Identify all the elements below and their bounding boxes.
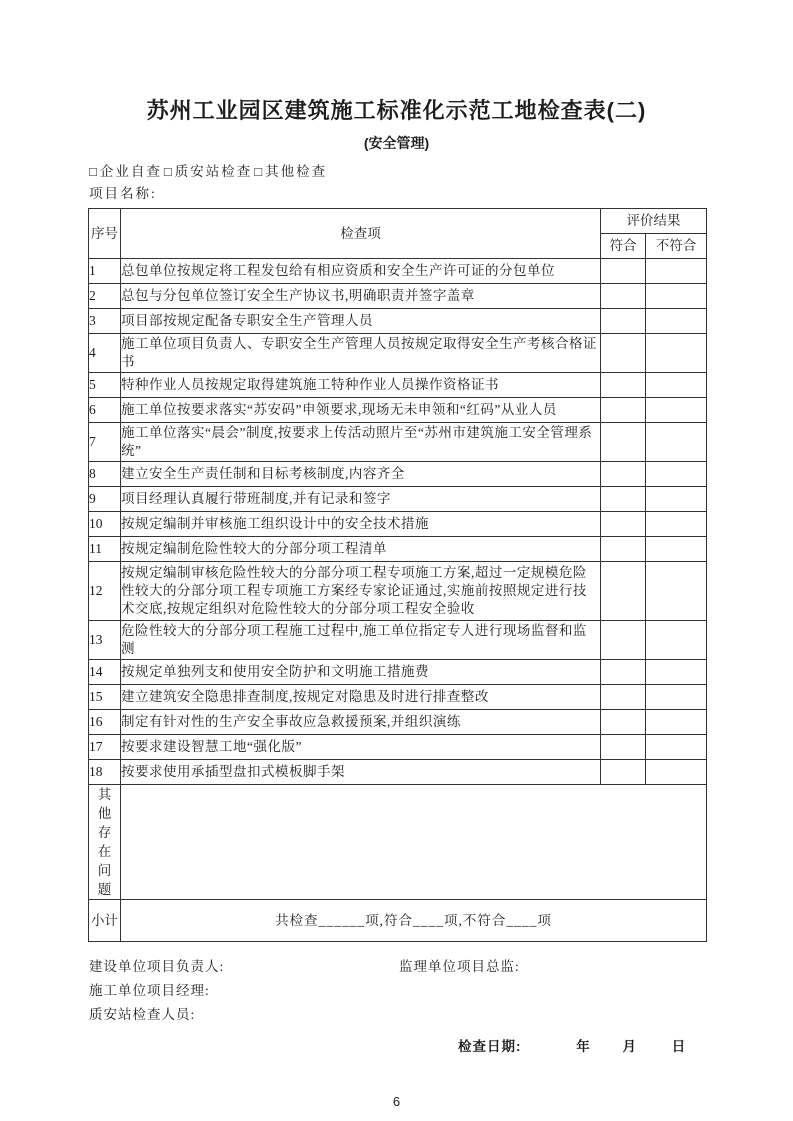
table-row: [89, 309, 707, 334]
signature-row: [89, 955, 793, 979]
check-item-text: 特种作业人员按规定取得建筑施工特种作业人员操作资格证书: [121, 373, 601, 398]
checkbox-icon[interactable]: □: [163, 164, 174, 179]
checkbox-icon[interactable]: □: [254, 164, 265, 179]
signature-row: [89, 979, 793, 1003]
table-row: [89, 685, 707, 710]
subtotal-label: 小计: [89, 900, 121, 942]
check-item-text: 按要求使用承插型盘扣式模板脚手架: [121, 760, 601, 785]
check-item-text: 按要求建设智慧工地“强化版”: [121, 735, 601, 760]
nonconform-cell[interactable]: [646, 284, 707, 309]
checkbox-other-check[interactable]: [254, 163, 327, 181]
page-title: 苏州工业园区建筑施工标准化示范工地检查表(二): [146, 98, 647, 123]
table-row: [89, 284, 707, 309]
checkbox-label: 质安站检查: [174, 164, 253, 179]
checkbox-quality-station-check[interactable]: [164, 163, 252, 181]
row-number: 11: [89, 537, 121, 562]
table-row: [89, 512, 707, 537]
signature-row: [89, 1003, 793, 1027]
checkbox-label: 企业自查: [99, 164, 162, 179]
nonconform-cell[interactable]: [646, 462, 707, 487]
nonconform-cell[interactable]: [646, 685, 707, 710]
check-item-text: 项目经理认真履行带班制度,并有记录和签字: [121, 487, 601, 512]
conform-cell[interactable]: [601, 512, 646, 537]
header-no: 序号: [89, 209, 121, 259]
table-row: [89, 334, 707, 373]
row-number: 16: [89, 710, 121, 735]
check-item-text: 按规定编制并审核施工组织设计中的安全技术措施: [121, 512, 601, 537]
nonconform-cell[interactable]: [646, 512, 707, 537]
year-label: 年: [576, 1039, 591, 1054]
inspection-date-label: 检查日期:: [458, 1039, 522, 1054]
row-number: 13: [89, 621, 121, 660]
check-type-row: [89, 163, 793, 181]
conform-cell[interactable]: [601, 710, 646, 735]
row-number: 3: [89, 309, 121, 334]
header-nonconform: 不符合: [646, 234, 707, 259]
check-item-text: 建立安全生产责任制和目标考核制度,内容齐全: [121, 462, 601, 487]
table-row: [89, 259, 707, 284]
table-row: [89, 760, 707, 785]
nonconform-cell[interactable]: [646, 660, 707, 685]
conform-cell[interactable]: [601, 537, 646, 562]
nonconform-cell[interactable]: [646, 398, 707, 423]
row-number: 9: [89, 487, 121, 512]
check-item-text: 制定有针对性的生产安全事故应急救援预案,并组织演练: [121, 710, 601, 735]
nonconform-cell[interactable]: [646, 710, 707, 735]
signature-block: [89, 955, 793, 1057]
nonconform-cell[interactable]: [646, 373, 707, 398]
table-row: [89, 710, 707, 735]
row-number: 10: [89, 512, 121, 537]
checkbox-icon[interactable]: □: [89, 164, 99, 179]
conform-cell[interactable]: [601, 398, 646, 423]
conform-cell[interactable]: [601, 423, 646, 462]
row-number: 2: [89, 284, 121, 309]
conform-cell[interactable]: [601, 259, 646, 284]
row-number: 7: [89, 423, 121, 462]
check-item-text: 项目部按规定配备专职安全生产管理人员: [121, 309, 601, 334]
supervisor-signature-label: 监理单位项目总监:: [399, 959, 520, 974]
row-number: 4: [89, 334, 121, 373]
conform-cell[interactable]: [601, 373, 646, 398]
conform-cell[interactable]: [601, 284, 646, 309]
table-row: [89, 462, 707, 487]
nonconform-cell[interactable]: [646, 760, 707, 785]
conform-cell[interactable]: [601, 334, 646, 373]
project-name-label: 项目名称:: [89, 186, 157, 201]
conform-cell[interactable]: [601, 621, 646, 660]
nonconform-cell[interactable]: [646, 334, 707, 373]
check-item-text: 按规定编制审核危险性较大的分部分项工程专项施工方案,超过一定规模危险性较大的分部分项工程专项施工方案经专家论证通过,实施前按照规定进行技术交底,按规定组织对危险性较大的分部分项工程安全验收: [121, 562, 601, 621]
inspection-table: [88, 208, 707, 942]
conform-cell[interactable]: [601, 309, 646, 334]
nonconform-cell[interactable]: [646, 537, 707, 562]
table-header-row-1: [89, 209, 707, 234]
row-number: 12: [89, 562, 121, 621]
checkbox-label: 其他检查: [265, 164, 328, 179]
table-row: [89, 487, 707, 512]
inspection-date-row: [89, 1037, 793, 1057]
month-label: 月: [622, 1039, 638, 1054]
check-item-text: 施工单位项目负责人、专职安全生产管理人员按规定取得安全生产考核合格证书: [121, 334, 601, 373]
conform-cell[interactable]: [601, 760, 646, 785]
conform-cell[interactable]: [601, 685, 646, 710]
contractor-signature-label: 施工单位项目经理:: [89, 983, 210, 998]
table-row: [89, 373, 707, 398]
table-row: [89, 735, 707, 760]
check-item-text: 施工单位落实“晨会”制度,按要求上传活动照片至“苏州市建筑施工安全管理系统”: [121, 423, 601, 462]
other-problems-label: 其他存在问题: [89, 785, 121, 900]
table-row: [89, 398, 707, 423]
day-label: 日: [671, 1039, 687, 1054]
nonconform-cell[interactable]: [646, 562, 707, 621]
other-problems-blank[interactable]: [121, 785, 707, 900]
project-name-line: [89, 185, 793, 203]
table-row: [89, 423, 707, 462]
row-number: 8: [89, 462, 121, 487]
check-item-text: 建立建筑安全隐患排查制度,按规定对隐患及时进行排查整改: [121, 685, 601, 710]
check-item-text: 施工单位按要求落实“苏安码”申领要求,现场无未申领和“红码”从业人员: [121, 398, 601, 423]
checkbox-enterprise-self-check[interactable]: [89, 163, 162, 181]
table-row: [89, 562, 707, 621]
page-number: 6: [392, 1094, 401, 1109]
header-item: 检查项: [121, 209, 601, 259]
row-number: 15: [89, 685, 121, 710]
subtotal-row: [89, 900, 707, 942]
nonconform-cell[interactable]: [646, 309, 707, 334]
check-item-text: 总包与分包单位签订安全生产协议书,明确职责并签字盖章: [121, 284, 601, 309]
subtotal-text: 共检查______项,符合____项,不符合____项: [121, 900, 707, 942]
builder-signature-label: 建设单位项目负责人:: [89, 959, 225, 974]
check-item-text: 总包单位按规定将工程发包给有相应资质和安全生产许可证的分包单位: [121, 259, 601, 284]
row-number: 14: [89, 660, 121, 685]
page-subtitle: (安全管理): [363, 135, 430, 151]
conform-cell[interactable]: [601, 562, 646, 621]
table-row: [89, 537, 707, 562]
check-item-text: 按规定单独列支和使用安全防护和文明施工措施费: [121, 660, 601, 685]
nonconform-cell[interactable]: [646, 621, 707, 660]
conform-cell[interactable]: [601, 462, 646, 487]
nonconform-cell[interactable]: [646, 259, 707, 284]
header-result: 评价结果: [601, 209, 707, 234]
nonconform-cell[interactable]: [646, 735, 707, 760]
table-row: [89, 660, 707, 685]
row-number: 5: [89, 373, 121, 398]
header-conform: 符合: [601, 234, 646, 259]
conform-cell[interactable]: [601, 487, 646, 512]
other-problems-row: [89, 785, 707, 900]
check-item-text: 危险性较大的分部分项工程施工过程中,施工单位指定专人进行现场监督和监测: [121, 621, 601, 660]
row-number: 18: [89, 760, 121, 785]
row-number: 6: [89, 398, 121, 423]
table-row: [89, 621, 707, 660]
inspector-signature-label: 质安站检查人员:: [89, 1007, 196, 1022]
conform-cell[interactable]: [601, 660, 646, 685]
nonconform-cell[interactable]: [646, 423, 707, 462]
row-number: 17: [89, 735, 121, 760]
nonconform-cell[interactable]: [646, 487, 707, 512]
row-number: 1: [89, 259, 121, 284]
conform-cell[interactable]: [601, 735, 646, 760]
check-item-text: 按规定编制危险性较大的分部分项工程清单: [121, 537, 601, 562]
